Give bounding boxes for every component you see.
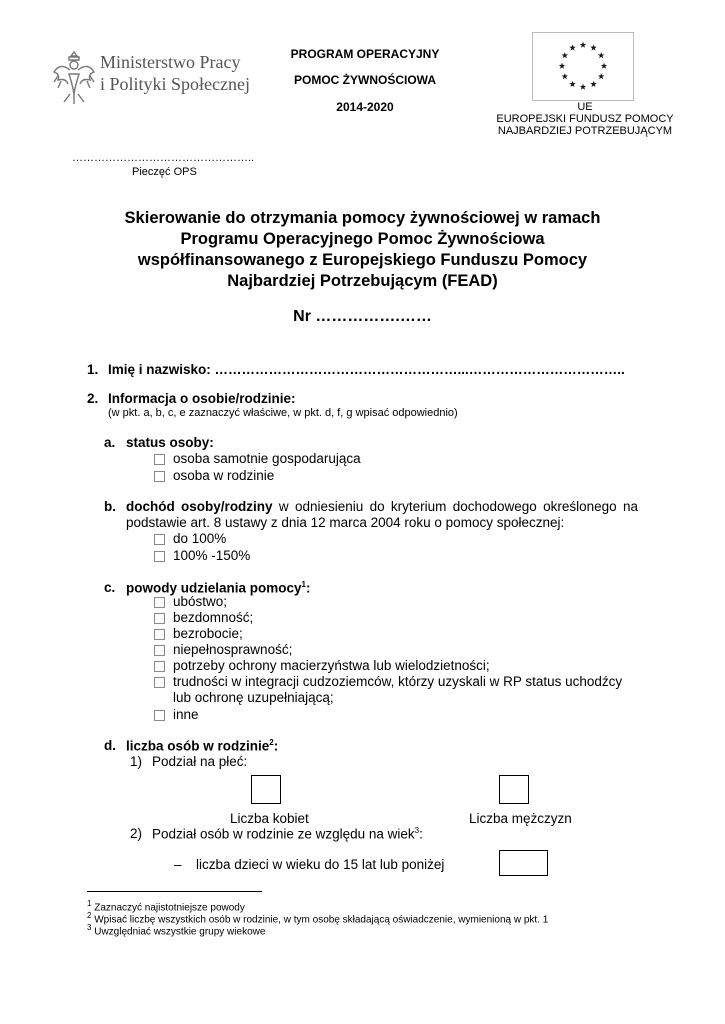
- stamp-dots: …………………………………………..: [72, 152, 255, 164]
- option-label: niepełnosprawność;: [173, 642, 293, 657]
- children-count-label: liczba dzieci w wieku do 15 lat lub poniżej: [196, 857, 445, 872]
- checkbox-income-100-150[interactable]: [154, 551, 165, 562]
- subsection-b-letter: b.: [104, 499, 116, 514]
- footnote-number: 2: [87, 911, 92, 920]
- title-line: Programu Operacyjnego Pomoc Żywnościowa: [180, 230, 545, 248]
- footnote-ref: 3: [414, 826, 420, 835]
- title-line: Najbardziej Potrzebującym (FEAD): [227, 272, 498, 290]
- gender-split-label: Podział na płeć:: [152, 754, 248, 769]
- document-title: [60, 208, 665, 292]
- subsection-a-letter: a.: [104, 435, 116, 450]
- checkbox-foreigners[interactable]: [154, 677, 165, 688]
- option-label: osoba w rodzinie: [173, 468, 275, 483]
- name-label: Imię i nazwisko:: [108, 362, 211, 377]
- income-text: w odniesieniu do kryterium dochodowego określonego na: [278, 499, 638, 514]
- women-count-label: Liczba kobiet: [230, 811, 309, 826]
- document-number: Nr …………….……: [293, 308, 432, 325]
- income-text-line1: [126, 499, 638, 514]
- subsection-c-letter: c.: [104, 580, 116, 595]
- checkbox-maternity[interactable]: [154, 661, 165, 672]
- income-label: dochód osoby/rodziny: [126, 499, 273, 514]
- age-split-label: Podział osób w rodzinie ze względu na wiek: [152, 826, 415, 842]
- eu-fund-line1: EUROPEJSKI FUNDUSZ POMOCY: [496, 113, 674, 125]
- option-label: bezrobocie;: [173, 626, 243, 641]
- age-split-heading: [152, 826, 423, 842]
- section2-number: 2.: [87, 391, 99, 406]
- checkbox-disability[interactable]: [154, 645, 165, 656]
- option-label: do 100%: [173, 531, 227, 546]
- checkbox-homelessness[interactable]: [154, 613, 165, 624]
- checkbox-poverty[interactable]: [154, 597, 165, 608]
- men-count-input[interactable]: [499, 775, 529, 804]
- ministry-logo: [52, 48, 262, 108]
- household-size-heading: [126, 738, 278, 754]
- program-subtitle: POMOC ŻYWNOŚCIOWA: [294, 73, 436, 87]
- option-label: 100% -150%: [173, 548, 251, 563]
- section2-label: Informacja o osobie/rodzinie:: [108, 391, 296, 406]
- program-years: 2014-2020: [336, 100, 394, 114]
- option-label: potrzeby ochrony macierzyństwa lub wielodzietności;: [173, 658, 490, 673]
- eagle-emblem-icon: [52, 48, 96, 106]
- footnote-text: Wpisać liczbę wszystkich osób w rodzinie, w tym osobę składającą oświadczenie, wymienioną w pkt. 1: [94, 914, 549, 926]
- ministry-name-line1: Ministerstwo Pracy: [100, 52, 241, 72]
- name-field[interactable]: [108, 362, 625, 377]
- checkbox-single-household[interactable]: [154, 454, 165, 465]
- checkbox-other[interactable]: [154, 710, 165, 721]
- footnote-ref: 2: [269, 738, 274, 747]
- eu-fund-line2: NAJBARDZIEJ POTRZEBUJĄCYM: [497, 125, 673, 137]
- stamp-label: Pieczęć OPS: [132, 166, 197, 178]
- section1-number: 1.: [87, 362, 99, 377]
- dash-bullet: –: [174, 857, 182, 872]
- sub1-number: 1): [130, 754, 143, 769]
- footnote-divider: [87, 891, 262, 892]
- option-label: osoba samotnie gospodarująca: [173, 451, 361, 466]
- title-line: współfinansowanego z Europejskiego Funduszu Pomocy: [137, 251, 588, 269]
- footnote-number: 3: [87, 923, 92, 932]
- option-label: trudności w integracji cudzoziemców, którzy uzyskali w RP status uchodźcy: [173, 674, 623, 689]
- men-count-label: Liczba mężczyzn: [469, 811, 572, 826]
- program-title: PROGRAM OPERACYJNY: [290, 47, 440, 61]
- option-label: bezdomność;: [173, 610, 254, 625]
- women-count-input[interactable]: [251, 775, 281, 804]
- checkbox-unemployment[interactable]: [154, 629, 165, 640]
- option-label-continuation: lub ochronę uzupełniającą;: [173, 690, 334, 705]
- colon: :: [305, 580, 311, 596]
- eu-abbrev: UE: [577, 101, 593, 113]
- income-text-line2: podstawie art. 8 ustawy z dnia 12 marca 2004 roku o pomocy społecznej:: [126, 515, 565, 530]
- title-line: Skierowanie do otrzymania pomocy żywnościowej w ramach: [124, 209, 601, 227]
- reasons-label: powody udzielania pomocy: [126, 580, 302, 596]
- children-count-input[interactable]: [499, 850, 548, 876]
- subsection-d-letter: d.: [104, 738, 116, 753]
- eu-flag-icon: [532, 32, 634, 101]
- household-size-label: liczba osób w rodzinie: [126, 738, 270, 754]
- colon: :: [419, 826, 423, 842]
- footnote-ref: 1: [301, 580, 306, 589]
- name-dots: ………………………………………………...……………………………..: [214, 362, 625, 377]
- footnote-number: 1: [87, 899, 92, 908]
- checkbox-in-family[interactable]: [154, 471, 165, 482]
- footnote-3: [87, 923, 265, 937]
- footnote-text: Uwzględniać wszystkie grupy wiekowe: [94, 926, 266, 938]
- option-label: ubóstwo;: [173, 594, 228, 609]
- status-label: status osoby:: [126, 435, 214, 450]
- colon: :: [273, 738, 279, 754]
- section2-hint: (w pkt. a, b, c, e zaznaczyć właściwe, w pkt. d, f, g wpisać odpowiednio): [108, 407, 458, 419]
- sub2-number: 2): [130, 826, 143, 841]
- checkbox-income-100[interactable]: [154, 534, 165, 545]
- option-label: inne: [173, 707, 199, 722]
- footnote-text: Zaznaczyć najistotniejsze powody: [94, 902, 245, 914]
- ministry-name-line2: i Polityki Społecznej: [100, 74, 250, 94]
